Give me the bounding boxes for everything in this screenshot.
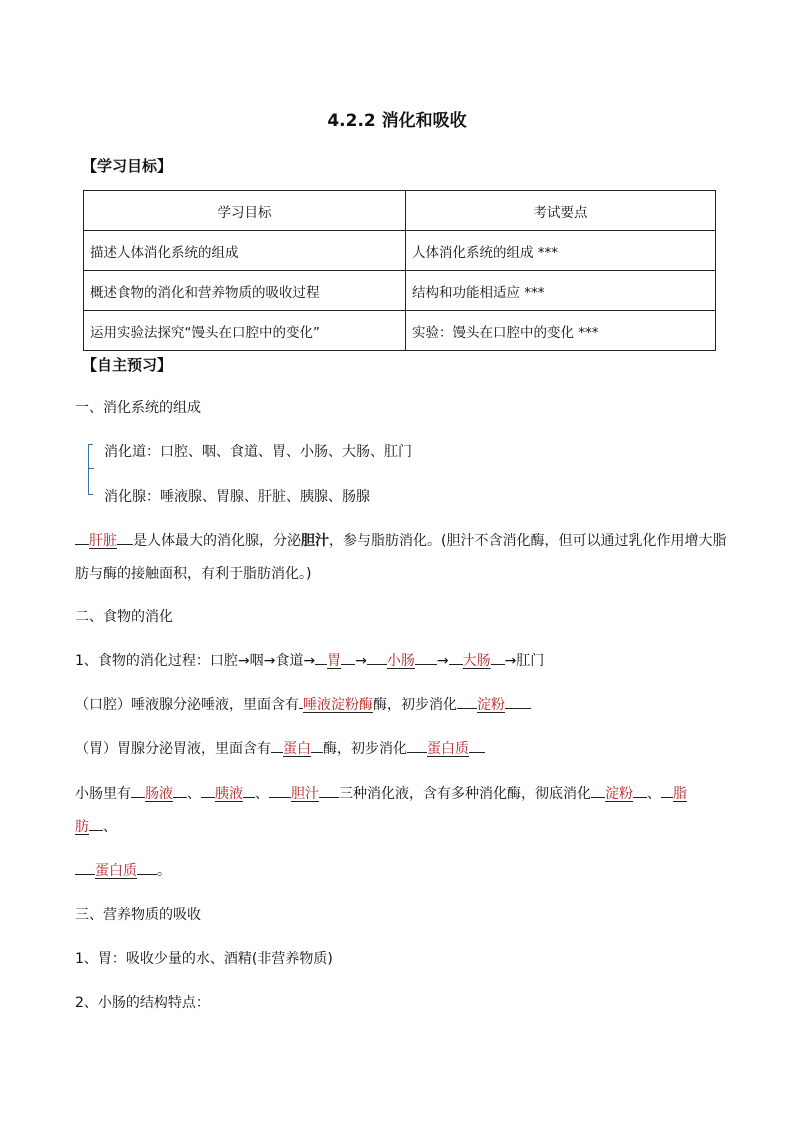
table-cell: 概述食物的消化和营养物质的吸收过程 xyxy=(84,271,406,311)
answer-bile: 胆汁 xyxy=(291,786,319,802)
blank xyxy=(505,696,531,709)
blank xyxy=(415,652,437,665)
table-cell: 人体消化系统的组成 *** xyxy=(406,231,716,271)
process-prefix: 1、食物的消化过程：口腔→咽→食道→ xyxy=(75,653,316,669)
liver-line-2: 肪与酶的接触面积，有利于脂肪消化。) xyxy=(75,566,312,582)
table-row xyxy=(84,311,716,351)
blank xyxy=(469,740,485,753)
blank xyxy=(269,785,291,798)
process-suffix: →肛门 xyxy=(504,653,545,669)
table-cell: 结构和功能相适应 *** xyxy=(406,271,716,311)
table-row xyxy=(84,271,716,311)
blank xyxy=(75,532,89,545)
arrow: → xyxy=(436,653,449,669)
blank xyxy=(173,785,187,798)
answer-fat-part-2: 肪 xyxy=(75,819,89,835)
blank xyxy=(315,652,327,665)
table-header-row xyxy=(84,191,716,231)
brace-bottom xyxy=(88,494,93,495)
table-cell: 实验：馒头在口腔中的变化 *** xyxy=(406,311,716,351)
section-2-heading: 二、食物的消化 xyxy=(75,609,173,625)
section-3-heading: 三、营养物质的吸收 xyxy=(75,907,201,923)
digestion-process-line xyxy=(75,650,544,670)
blank xyxy=(591,785,605,798)
blank xyxy=(633,785,647,798)
blank xyxy=(661,785,673,798)
section-1-heading: 一、消化系统的组成 xyxy=(75,400,201,416)
blank xyxy=(311,740,323,753)
blank xyxy=(457,696,477,709)
small-intestine-line xyxy=(75,783,687,803)
separator: 、 xyxy=(187,786,201,802)
page-title: 4.2.2 消化和吸收 xyxy=(327,111,467,131)
answer-pancreatic-juice: 胰液 xyxy=(215,786,243,802)
table-header-cell: 考试要点 xyxy=(406,191,716,231)
answer-protease: 蛋白 xyxy=(283,741,311,757)
blank xyxy=(367,652,387,665)
blank xyxy=(89,818,103,831)
absorption-item-2: 2、小肠的结构特点： xyxy=(75,995,210,1011)
answer-stomach: 胃 xyxy=(327,653,342,669)
blank xyxy=(449,652,463,665)
answer-intestinal-juice: 肠液 xyxy=(145,786,173,802)
blank xyxy=(137,862,157,875)
stomach-mid: 酶，初步消化 xyxy=(323,741,407,757)
goals-table xyxy=(83,190,716,351)
liver-line xyxy=(75,530,726,550)
liver-text-a: 是人体最大的消化腺，分泌 xyxy=(133,533,301,549)
blank xyxy=(201,785,215,798)
liver-bile: 胆汁 xyxy=(301,533,329,549)
blank xyxy=(407,740,427,753)
mouth-mid: 酶，初步消化 xyxy=(373,697,457,713)
blank xyxy=(271,740,283,753)
separator: 、 xyxy=(103,819,117,835)
answer-large-intestine: 大肠 xyxy=(462,653,491,669)
blank xyxy=(319,785,339,798)
answer-salivary-amylase: 唾液淀粉酶 xyxy=(303,697,373,713)
answer-liver: 肝脏 xyxy=(89,533,117,549)
period: 。 xyxy=(157,863,171,879)
stomach-prefix: （胃）胃腺分泌胃液，里面含有 xyxy=(75,741,271,757)
separator: 、 xyxy=(255,786,269,802)
answer-starch: 淀粉 xyxy=(477,697,505,713)
stomach-line xyxy=(75,738,485,758)
absorption-item-1: 1、胃：吸收少量的水、酒精(非营养物质) xyxy=(75,951,333,967)
table-row xyxy=(84,231,716,271)
liver-text-b: ，参与脂肪消化。(胆汁不含消化酶，但可以通过乳化作用增大脂 xyxy=(329,533,727,549)
si-mid: 三种消化液，含有多种消化酶，彻底消化 xyxy=(339,786,591,802)
goals-heading: 【学习目标】 xyxy=(82,157,173,175)
separator: 、 xyxy=(647,786,661,802)
blank xyxy=(75,862,95,875)
small-intestine-line-3 xyxy=(75,860,171,880)
answer-protein: 蛋白质 xyxy=(427,741,469,757)
digestive-glands-line: 消化腺：唾液腺、胃腺、肝脏、胰腺、肠腺 xyxy=(104,489,370,505)
mouth-prefix: （口腔）唾液腺分泌唾液，里面含有 xyxy=(75,697,299,713)
mouth-line xyxy=(75,694,531,714)
digestive-tract-line: 消化道：口腔、咽、食道、胃、小肠、大肠、肛门 xyxy=(104,444,412,460)
answer-protein-2: 蛋白质 xyxy=(95,863,137,879)
table-cell: 运用实验法探究“馒头在口腔中的变化” xyxy=(84,311,406,351)
blank xyxy=(491,652,505,665)
small-intestine-line-2 xyxy=(75,816,117,836)
answer-small-intestine: 小肠 xyxy=(386,653,415,669)
table-header-cell: 学习目标 xyxy=(84,191,406,231)
answer-starch-2: 淀粉 xyxy=(605,786,633,802)
blank xyxy=(341,652,355,665)
answer-fat-part-1: 脂 xyxy=(673,786,687,802)
table-cell: 描述人体消化系统的组成 xyxy=(84,231,406,271)
si-prefix: 小肠里有 xyxy=(75,786,131,802)
brace-icon xyxy=(88,444,96,494)
brace-tick xyxy=(88,468,94,469)
blank xyxy=(117,532,133,545)
preview-heading: 【自主预习】 xyxy=(82,356,173,374)
arrow: → xyxy=(355,653,367,669)
blank xyxy=(243,785,255,798)
blank xyxy=(131,785,145,798)
